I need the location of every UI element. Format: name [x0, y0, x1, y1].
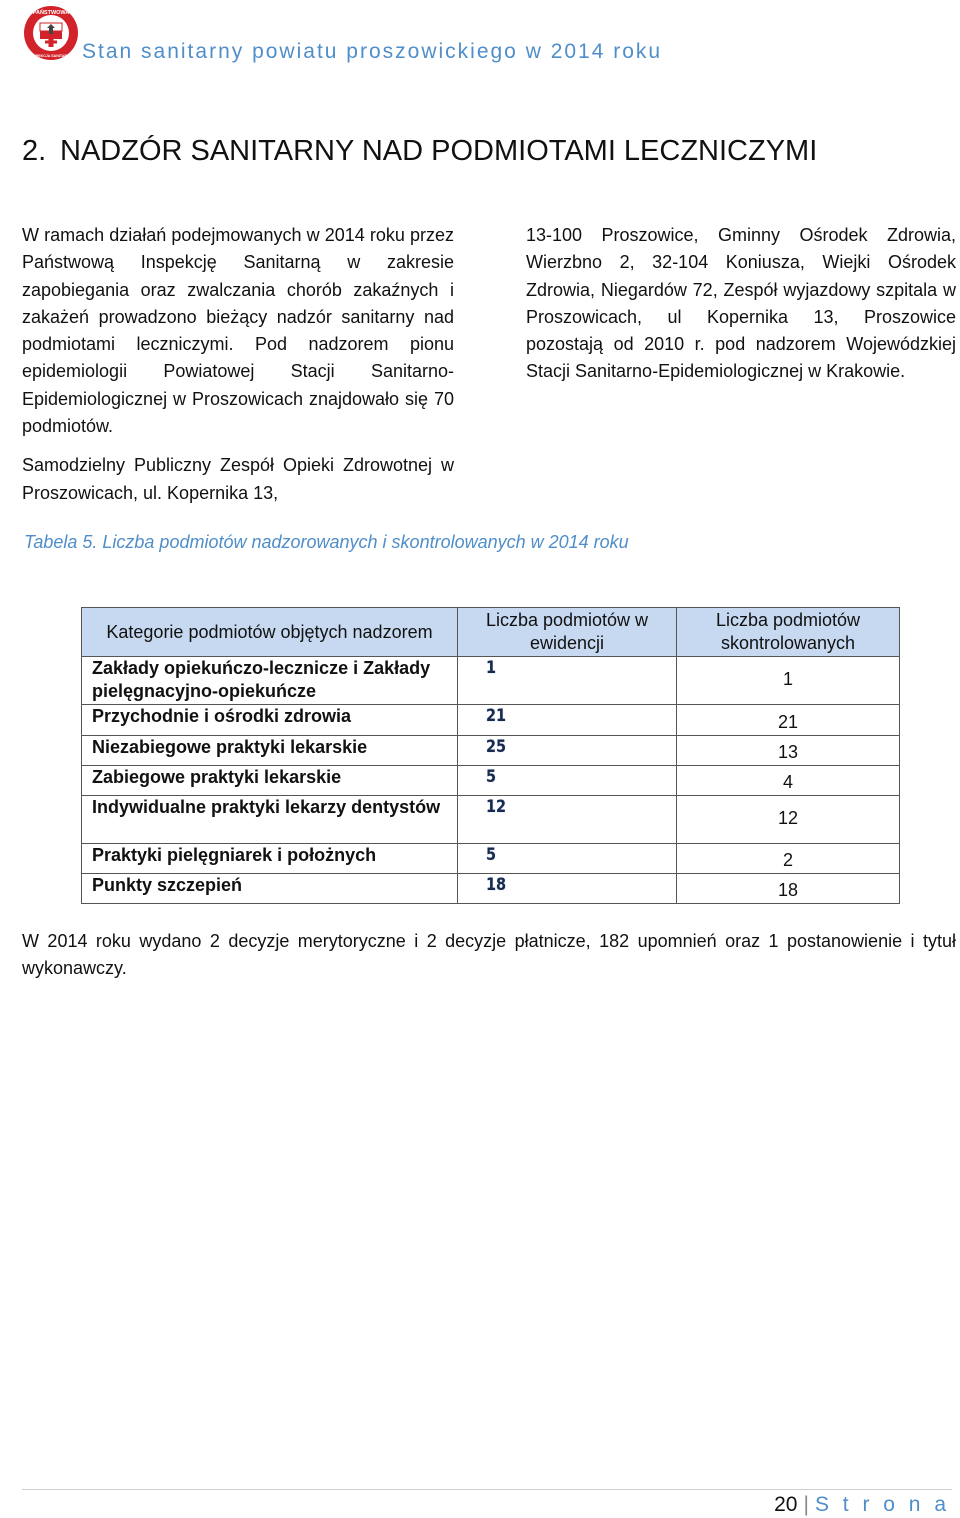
row-registered-count [458, 657, 677, 705]
row-registered-count [458, 796, 677, 844]
row-registered-count [458, 736, 677, 766]
registered-count-image: 12 [486, 797, 507, 817]
row-inspected-count: 21 [677, 705, 900, 736]
registered-count-image: 1 [486, 658, 497, 678]
table-row [82, 657, 900, 705]
section-number: 2. [22, 135, 47, 167]
table-row [82, 796, 900, 844]
registered-count-image: 25 [486, 737, 507, 757]
row-category: Punkty szczepień [82, 874, 458, 904]
table-row [82, 874, 900, 904]
registered-count-image: 5 [486, 845, 497, 865]
registered-count-image: 21 [486, 706, 507, 726]
left-column [22, 222, 454, 507]
row-inspected-count: 12 [677, 796, 900, 844]
table-row [82, 736, 900, 766]
row-inspected-count: 2 [677, 844, 900, 874]
page-word: S t r o n a [814, 1493, 950, 1516]
logo-top-text: PAŃSTWOWA [32, 10, 70, 16]
row-category: Niezabiegowe praktyki lekarskie [82, 736, 458, 766]
row-registered-count [458, 705, 677, 736]
supervision-table [81, 607, 900, 904]
header-registered: Liczba podmiotów w ewidencji [458, 608, 677, 657]
right-column [526, 222, 956, 386]
running-header: Stan sanitarny powiatu proszowickiego w 2014 roku [82, 40, 663, 63]
header-inspected: Liczba podmiotów skontrolowanych [677, 608, 900, 657]
row-registered-count [458, 874, 677, 904]
row-inspected-count: 1 [677, 657, 900, 705]
facility-paragraph-start: Samodzielny Publiczny Zespół Opieki Zdrowotnej w Proszowicach, ul. Kopernika 13, [22, 455, 454, 503]
facility-paragraph-continued: 13-100 Proszowice, Gminny Ośrodek Zdrowia, Wierzbno 2, 32-104 Koniusza, Wiejki Ośrodek Zdrowia, Niegardów 72, Zespół wyjazdowy szpitala w Proszowicach, ul Kopernika 13, Proszowice pozostają od 2010 r. pod nadzorem Wojewódzkiej Stacji Sanitarno-Epidemiologicznej w Krakowie. [526, 225, 956, 382]
closing-paragraph: W 2014 roku wydano 2 decyzje merytoryczne i 2 decyzje płatnicze, 182 upomnień oraz 1 postanowienie i tytuł wykonawczy. [22, 931, 956, 979]
header-category: Kategorie podmiotów objętych nadzorem [82, 608, 458, 657]
section-heading [22, 135, 817, 168]
row-category: Przychodnie i ośrodki zdrowia [82, 705, 458, 736]
row-category: Zakłady opiekuńczo-lecznicze i Zakłady pielęgnacyjno-opiekuńcze [82, 657, 458, 705]
row-inspected-count: 13 [677, 736, 900, 766]
row-category: Zabiegowe praktyki lekarskie [82, 766, 458, 796]
logo-bottom-text: INSPEKCJA SANITARNA [29, 54, 73, 58]
inspection-logo [22, 4, 80, 62]
row-registered-count [458, 844, 677, 874]
row-inspected-count: 4 [677, 766, 900, 796]
table-row [82, 705, 900, 736]
table-row [82, 844, 900, 874]
footer-separator: | [803, 1493, 809, 1516]
registered-count-image: 5 [486, 767, 497, 787]
table-caption: Tabela 5. Liczba podmiotów nadzorowanych i skontrolowanych w 2014 roku [24, 532, 629, 552]
page-footer [774, 1493, 950, 1517]
row-category: Indywidualne praktyki lekarzy dentystów [82, 796, 458, 844]
footer-divider [22, 1489, 952, 1490]
table-header-row [82, 608, 900, 657]
row-inspected-count: 18 [677, 874, 900, 904]
intro-paragraph: W ramach działań podejmowanych w 2014 roku przez Państwową Inspekcję Sanitarną w zakresie zapobiegania oraz zwalczania chorób zakaźnych i zakażeń prowadzono bieżący nadzór sanitarny nad podmiotami leczniczymi. Pod nadzorem pionu epidemiologii Powiatowej Stacji Sanitarno-Epidemiologicznej w Proszowicach znajdowało się 70 podmiotów. [22, 225, 454, 437]
registered-count-image: 18 [486, 875, 507, 895]
row-registered-count [458, 766, 677, 796]
row-category: Praktyki pielęgniarek i położnych [82, 844, 458, 874]
table-row [82, 766, 900, 796]
section-title: NADZÓR SANITARNY NAD PODMIOTAMI LECZNICZYMI [60, 135, 818, 167]
page-number: 20 [774, 1493, 798, 1516]
